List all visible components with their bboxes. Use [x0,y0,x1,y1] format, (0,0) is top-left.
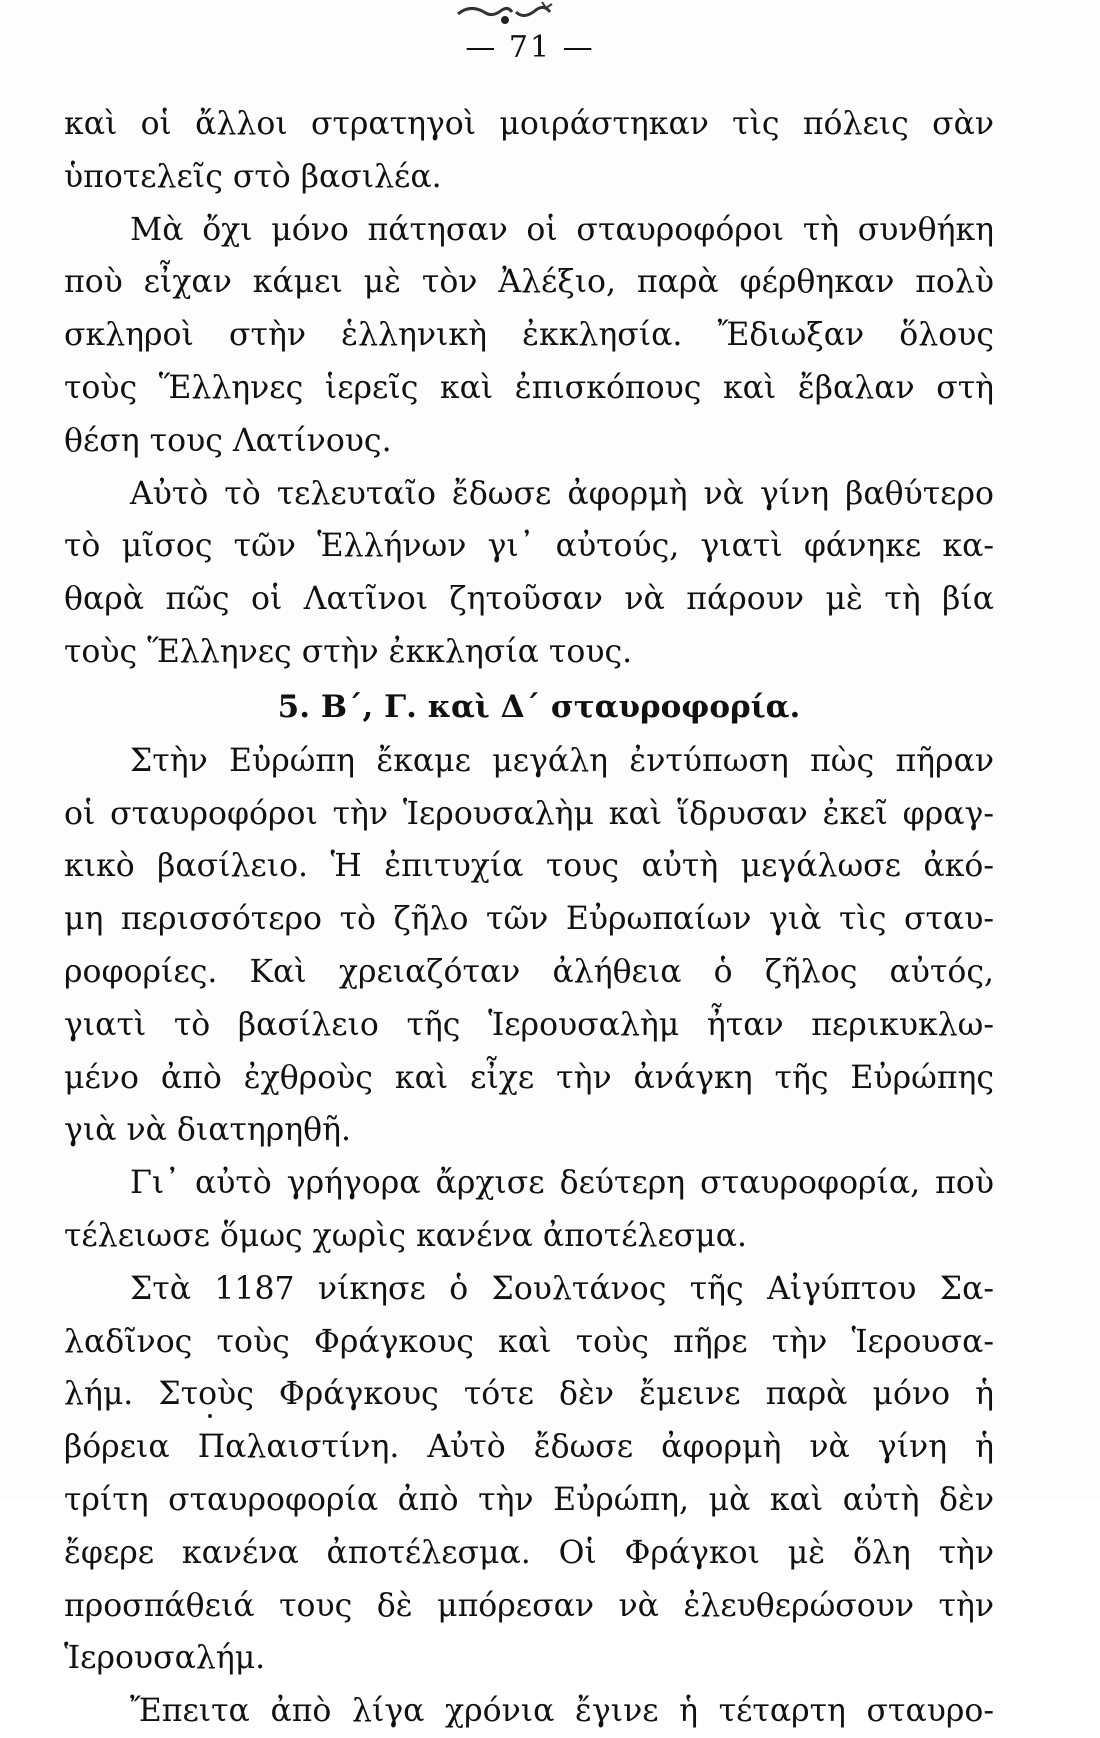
text-line: ἔφερε κανένα ἀποτέλεσμα. Οἱ Φράγκοι μὲ ὅλη τὴν [64,1534,994,1571]
paragraph-6 [64,1263,994,1685]
paragraph-3 [64,468,994,679]
paragraph-1 [64,98,994,204]
text-line: σκληροὶ στὴν ἑλληνικὴ ἐκκλησία. Ἔδιωξαν ὅλους [64,317,994,354]
text-line: Ἔπειτα ἀπὸ λίγα χρόνια ἔγινε ἡ τέταρτη σταυρο- [130,1693,994,1730]
stray-dot [208,1414,212,1418]
page-number: — 71 — [465,30,595,65]
text-line: Μὰ ὄχι μόνο πάτησαν οἱ σταυροφόροι τὴ συνθήκη [130,211,994,248]
text-line: τὸ μῖσος τῶν Ἑλλήνων γι᾽ αὐτούς, γιατὶ φάνηκε κα- [64,528,994,565]
text-line: ποὺ εἶχαν κάμει μὲ τὸν Ἀλέξιο, παρὰ φέρθηκαν πολὺ [64,264,994,301]
text-line: μένο ἀπὸ ἐχθροὺς καὶ εἶχε τὴν ἀνάγκη τῆς Εὐρώπης [64,1059,994,1096]
text-line: τοὺς Ἕλληνες ἱερεῖς καὶ ἐπισκόπους καὶ ἔβαλαν στὴ [64,369,994,406]
text-line: ὑποτελεῖς στὸ βασιλέα. [64,158,442,195]
text-line: τοὺς Ἕλληνες στὴν ἐκκλησία τους. [64,633,633,670]
text-line: λαδῖνος τοὺς Φράγκους καὶ τοὺς πῆρε τὴν Ἱερουσα- [64,1323,994,1360]
paragraph-7 [64,1685,994,1738]
text-line: καὶ οἱ ἄλλοι στρατηγοὶ μοιράστηκαν τὶς πόλεις σὰν [64,106,994,142]
text-line: προσπάθειά τους δὲ μπόρεσαν νὰ ἐλευθερώσουν τὴν [64,1587,994,1624]
text-line: θαρὰ πῶς οἱ Λατῖνοι ζητοῦσαν νὰ πάρουν μὲ τὴ βία [64,581,994,618]
text-line: Στὰ 1187 νίκησε ὁ Σουλτάνος τῆς Αἰγύπτου Σα- [130,1270,994,1307]
ornament-icon [450,0,560,30]
text-line: θέση τους Λατίνους. [64,422,392,459]
main-text [64,98,994,1738]
paragraph-4 [64,735,994,1157]
section-heading: 5. Β΄, Γ. καὶ Δ΄ σταυροφορία. [277,688,801,725]
paragraph-2 [64,204,994,468]
paragraph-5 [64,1157,994,1263]
text-line: γιὰ νὰ διατηρηθῆ. [64,1112,352,1149]
text-line: λήμ. Στοὺς Φράγκους τότε δὲν ἔμεινε παρὰ μόνο ἡ [64,1376,994,1413]
text-line: βόρεια Παλαιστίνη. Αὐτὸ ἔδωσε ἀφορμὴ νὰ γίνη ἡ [64,1429,994,1466]
text-line: Στὴν Εὐρώπη ἔκαμε μεγάλη ἐντύπωση πὼς πῆραν [130,742,994,779]
text-line: Ἱερουσαλήμ. [64,1640,266,1677]
text-line: Γι᾽ αὐτὸ γρήγορα ἄρχισε δεύτερη σταυροφορία, ποὺ [130,1165,994,1202]
text-line: Αὐτὸ τὸ τελευταῖο ἔδωσε ἀφορμὴ νὰ γίνη βαθύτερο [130,475,994,512]
text-line: τέλειωσε ὅμως χωρὶς κανένα ἀποτέλεσμα. [64,1217,748,1254]
text-line: μη περισσότερο τὸ ζῆλο τῶν Εὐρωπαίων γιὰ τὶς σταυ- [64,901,994,938]
text-line: οἱ σταυροφόροι τὴν Ἱερουσαλὴμ καὶ ἵδρυσαν ἐκεῖ φραγ- [64,795,994,832]
text-line: γιατὶ τὸ βασίλειο τῆς Ἱερουσαλὴμ ἦταν περικυκλω- [64,1006,994,1043]
text-line: τρίτη σταυροφορία ἀπὸ τὴν Εὐρώπη, μὰ καὶ αὐτὴ δὲν [64,1481,994,1518]
text-line: ροφορίες. Καὶ χρειαζόταν ἀλήθεια ὁ ζῆλος αὐτός, [64,953,994,990]
text-line: κικὸ βασίλειο. Ἡ ἐπιτυχία τους αὐτὴ μεγάλωσε ἀκό- [64,848,994,885]
